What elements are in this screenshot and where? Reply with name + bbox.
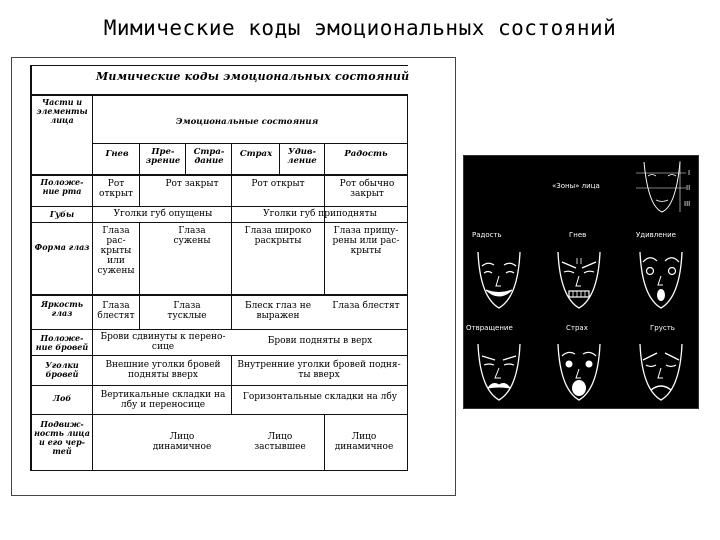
- col-line-label: [92, 94, 93, 470]
- col-header-anger: Гнев: [105, 149, 129, 159]
- row-label-forehead: Лоб: [52, 393, 72, 403]
- row-line-6: [30, 385, 408, 386]
- cell-brow-pos-positive: Брови подняты в верх: [267, 336, 373, 346]
- cell-eyes-anger: Глаза рас-крыты или сужены: [97, 226, 135, 276]
- col-header-contempt: Пре-зрение: [145, 147, 181, 166]
- col-line-suffering-b: [231, 355, 232, 415]
- zone-mark-2: II: [686, 184, 691, 192]
- cell-eyes-joy: Глаза прищу-рены или рас-крыты: [332, 226, 400, 256]
- table-line-title: [30, 94, 408, 96]
- fear-face-drawing: [552, 334, 606, 404]
- emotion-faces-panel: [463, 155, 699, 409]
- cell-forehead-negative: Вертикальные складки на лбу и переносице: [100, 390, 226, 410]
- row-label-brow-corners: Уголки бровей: [45, 360, 79, 379]
- col-line-anger: [139, 143, 140, 206]
- zone-mark-1: I: [688, 169, 691, 177]
- zones-label: «Зоны» лица: [552, 182, 600, 190]
- cell-bright-joy: Глаза блестят: [332, 301, 400, 311]
- disgust-face-drawing: [472, 334, 526, 404]
- row-label-mobility: Подвиж-ность лица и его чер-тей: [34, 419, 90, 456]
- sadness-face-drawing: [634, 334, 688, 404]
- col-line-surprise-b: [324, 414, 325, 470]
- row-label-lips: Губы: [49, 209, 75, 219]
- row-label-mouth: Положе-ние рта: [40, 177, 84, 196]
- table-top-line: [30, 65, 408, 66]
- anger-face-drawing: [552, 242, 606, 312]
- cell-mouth-fear-surprise: Рот открыт: [251, 179, 305, 189]
- emotions-header: Эмоциональные состояния: [175, 117, 319, 127]
- label-surprise: Удивление: [636, 231, 676, 239]
- row-label-eye-brightness: Яркость глаз: [40, 299, 83, 318]
- cell-brow-corners-positive: Внутренние уголки бровей подня-ты вверх: [237, 360, 401, 380]
- col-header-fear: Страх: [239, 149, 273, 159]
- label-fear: Страх: [566, 324, 588, 332]
- col-line-contempt: [185, 143, 186, 174]
- row-line-1: [30, 206, 408, 207]
- cell-mouth-anger: Рот открыт: [99, 179, 133, 199]
- cell-mobility-fear: Лицо застывшее: [254, 432, 306, 452]
- col-line-fear: [279, 143, 280, 174]
- zone-mark-3: III: [684, 200, 691, 208]
- joy-face-drawing: [472, 242, 526, 312]
- cell-forehead-positive: Горизонтальные складки на лбу: [242, 392, 398, 402]
- cell-mouth-contempt-suffering: Рот закрыт: [165, 179, 219, 189]
- label-disgust: Отвращение: [466, 324, 513, 332]
- cell-mobility-negative: Лицо динамичное: [152, 432, 212, 452]
- cell-lips-positive: Уголки губ приподняты: [263, 209, 377, 219]
- table-bottom-line: [30, 470, 408, 471]
- cell-bright-contempt: Глаза тусклые: [167, 301, 207, 321]
- cell-bright-fear: Блеск глаз не выражен: [244, 301, 312, 321]
- cell-lips-negative: Уголки губ опущены: [113, 209, 213, 219]
- row-line-7: [30, 414, 408, 415]
- row-label-brow-position: Положе-ние бровей: [35, 333, 89, 352]
- col-line-anger-b: [139, 222, 140, 329]
- col-header-suffering: Стра-дание: [193, 147, 225, 166]
- col-header-surprise: Удив-ление: [287, 147, 317, 166]
- cell-brow-corners-negative: Внешние уголки бровей подняты вверх: [105, 360, 221, 380]
- row-line-4: [30, 329, 408, 330]
- table-line-header2: [30, 174, 408, 176]
- cell-brow-pos-negative: Брови сдвинуты к перено-сице: [100, 332, 226, 352]
- row-label-eye-shape: Форма глаз: [34, 242, 90, 252]
- surprise-face-drawing: [634, 242, 688, 312]
- emotion-codes-table: [11, 57, 456, 496]
- table-title: Мимические коды эмоциональных состояний: [96, 70, 410, 83]
- row-line-2: [30, 222, 408, 223]
- cell-eyes-fear: Глаза широко раскрыты: [244, 226, 312, 246]
- cell-bright-anger: Глаза блестят: [97, 301, 135, 321]
- cell-mouth-joy: Рот обычно закрыт: [339, 179, 395, 199]
- col-line-suffering: [231, 143, 232, 329]
- corner-header: Части и элементы лица: [36, 97, 88, 125]
- col-header-joy: Радость: [344, 149, 388, 159]
- table-left-border: [30, 65, 32, 470]
- col-line-last: [407, 94, 408, 470]
- row-line-5: [30, 355, 408, 356]
- cell-eyes-contempt: Глаза сужены: [173, 226, 211, 246]
- row-line-3: [30, 294, 408, 296]
- cell-mobility-joy: Лицо динамичное: [334, 432, 394, 452]
- label-sadness: Грусть: [650, 324, 675, 332]
- label-anger: Гнев: [569, 231, 587, 239]
- label-joy: Радость: [472, 231, 502, 239]
- slide-title: Мимические коды эмоциональных состояний: [103, 16, 617, 40]
